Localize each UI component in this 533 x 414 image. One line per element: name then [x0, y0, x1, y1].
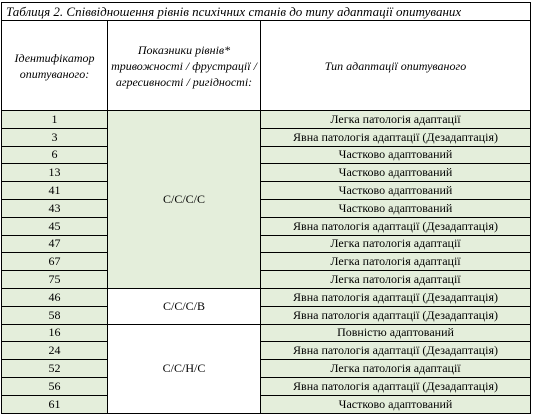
table-wrapper [1, 2, 530, 414]
table-row [2, 342, 531, 360]
cell-id: 56 [2, 377, 108, 395]
cell-adaptation-type: Частково адаптований [261, 182, 531, 200]
cell-id: 45 [2, 217, 108, 235]
header-type: Тип адаптації опитуваного [261, 21, 531, 111]
cell-indicator-code: С/С/С/С [108, 111, 261, 289]
cell-id: 3 [2, 128, 108, 146]
cell-id: 24 [2, 342, 108, 360]
cell-id: 58 [2, 306, 108, 324]
cell-adaptation-type: Явна патологія адаптації (Дезадаптація) [261, 128, 531, 146]
table-row [2, 377, 531, 395]
table-caption-row [2, 3, 531, 21]
table-row [2, 128, 531, 146]
table-row [2, 146, 531, 164]
cell-id: 61 [2, 395, 108, 413]
header-indicators: Показники рівнів* тривожності / фрустрації / агресивності / ригідності: [108, 21, 261, 111]
table-row [2, 324, 531, 342]
cell-adaptation-type: Явна патологія адаптації (Дезадаптація) [261, 377, 531, 395]
table-row [2, 182, 531, 200]
cell-indicator-code: С/С/Н/С [108, 324, 261, 413]
table-body [2, 111, 531, 414]
table-row [2, 253, 531, 271]
table-caption: Таблиця 2. Співвідношення рівнів психічних станів до типу адаптації опитуваних [2, 3, 531, 21]
cell-id: 43 [2, 199, 108, 217]
table-header-row [2, 21, 531, 111]
table-row [2, 306, 531, 324]
cell-adaptation-type: Частково адаптований [261, 146, 531, 164]
table-row [2, 217, 531, 235]
cell-id: 41 [2, 182, 108, 200]
table-row [2, 395, 531, 413]
cell-id: 75 [2, 271, 108, 289]
table-row [2, 199, 531, 217]
cell-id: 6 [2, 146, 108, 164]
cell-id: 46 [2, 288, 108, 306]
cell-adaptation-type: Явна патологія адаптації (Дезадаптація) [261, 342, 531, 360]
cell-adaptation-type: Легка патологія адаптації [261, 360, 531, 378]
cell-id: 47 [2, 235, 108, 253]
cell-adaptation-type: Повністю адаптований [261, 324, 531, 342]
table-row [2, 288, 531, 306]
table-row [2, 111, 531, 129]
cell-id: 13 [2, 164, 108, 182]
cell-adaptation-type: Легка патологія адаптації [261, 271, 531, 289]
header-id: Ідентифікатор опитуваного: [2, 21, 108, 111]
cell-adaptation-type: Частково адаптований [261, 199, 531, 217]
cell-adaptation-type: Легка патологія адаптації [261, 111, 531, 129]
cell-adaptation-type: Явна патологія адаптації (Дезадаптація) [261, 306, 531, 324]
cell-id: 16 [2, 324, 108, 342]
cell-indicator-code: С/С/С/В [108, 288, 261, 324]
cell-adaptation-type: Частково адаптований [261, 164, 531, 182]
cell-id: 52 [2, 360, 108, 378]
table-row [2, 360, 531, 378]
cell-adaptation-type: Явна патологія адаптації (Дезадаптація) [261, 217, 531, 235]
table-row [2, 235, 531, 253]
cell-adaptation-type: Легка патологія адаптації [261, 235, 531, 253]
cell-id: 1 [2, 111, 108, 129]
table-row [2, 271, 531, 289]
adaptation-table [1, 2, 531, 414]
cell-id: 67 [2, 253, 108, 271]
cell-adaptation-type: Легка патологія адаптації [261, 253, 531, 271]
table-row [2, 164, 531, 182]
cell-adaptation-type: Явна патологія адаптації (Дезадаптація) [261, 288, 531, 306]
cell-adaptation-type: Частково адаптований [261, 395, 531, 413]
